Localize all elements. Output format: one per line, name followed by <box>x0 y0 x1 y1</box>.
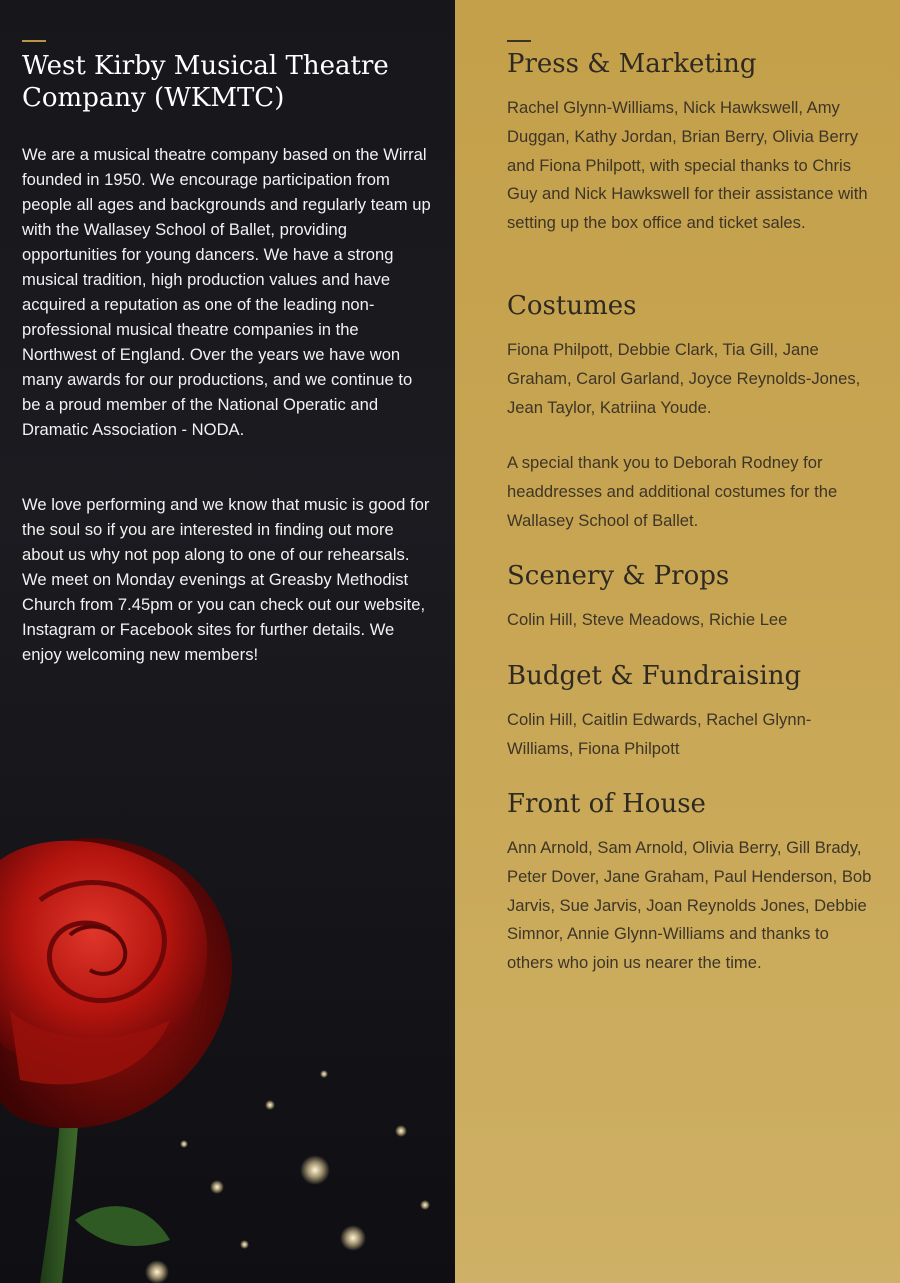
sparkle <box>145 1260 169 1283</box>
rose-illustration <box>0 820 455 1283</box>
section-title-front-of-house: Front of House <box>507 789 706 819</box>
accent-rule <box>507 40 531 42</box>
sparkle <box>265 1100 275 1110</box>
sparkle <box>340 1225 366 1251</box>
about-paragraph: We are a musical theatre company based on the Wirral founded in 1950. We encourage participation from people all ages and backgrounds and regularly team up with the Wallasey School of Ballet, providing opportunities for young dancers. We have a strong musical tradition, high production values and have acquired a reputation as one of the leading non-professional musical theatre companies in the Northwest of England. Over the years we have won many awards for our productions, and we continue to be a proud member of the National Operatic and Dramatic Association - NODA. <box>22 145 431 439</box>
section-body-scenery-props: Colin Hill, Steve Meadows, Richie Lee <box>507 610 788 629</box>
section-body-press-marketing: Rachel Glynn-Williams, Nick Hawkswell, Amy Duggan, Kathy Jordan, Brian Berry, Olivia Berry and Fiona Philpott, with special thanks to Chris Guy and Nick Hawkswell for their assistance with setting up the box office and ticket sales. <box>507 98 868 233</box>
section-title-budget-fundraising: Budget & Fundraising <box>507 661 802 691</box>
section-body-costumes: Fiona Philpott, Debbie Clark, Tia Gill, Jane Graham, Carol Garland, Joyce Reynolds-Jones, Jean Taylor, Katriina Youde. <box>507 340 861 417</box>
sparkle <box>180 1140 188 1148</box>
sparkle <box>420 1200 430 1210</box>
section-title-scenery-props: Scenery & Props <box>507 561 730 591</box>
rose-stem <box>40 1120 78 1283</box>
section-body-costumes-thanks: A special thank you to Deborah Rodney for headdresses and additional costumes for the Wallasey School of Ballet. <box>507 453 838 530</box>
sparkle <box>395 1125 407 1137</box>
section-body-front-of-house: Ann Arnold, Sam Arnold, Olivia Berry, Gill Brady, Peter Dover, Jane Graham, Paul Henderson, Bob Jarvis, Sue Jarvis, Joan Reynolds Jones, Debbie Simnor, Annie Glynn-Williams and thanks to others who join us nearer the time. <box>507 838 872 973</box>
section-title-costumes: Costumes <box>507 291 637 321</box>
sparkle <box>300 1155 330 1185</box>
section-title-press-marketing: Press & Marketing <box>507 49 757 79</box>
sparkle <box>320 1070 328 1078</box>
section-body-budget-fundraising: Colin Hill, Caitlin Edwards, Rachel Glynn-Williams, Fiona Philpott <box>507 710 812 758</box>
credits-panel <box>455 0 900 1283</box>
company-title: West Kirby Musical Theatre Company (WKMTC) <box>22 51 389 113</box>
invite-paragraph: We love performing and we know that music is good for the soul so if you are interested in finding out more about us why not pop along to one of our rehearsals. We meet on Monday evenings at Greasby Methodist Church from 7.45pm or you can check out our website, Instagram or Facebook sites for further details. We enjoy welcoming new members! <box>22 495 430 664</box>
rose-leaf <box>75 1206 170 1246</box>
sparkle <box>240 1240 249 1249</box>
sparkle <box>210 1180 224 1194</box>
rose-image <box>0 820 455 1283</box>
accent-rule <box>22 40 46 42</box>
